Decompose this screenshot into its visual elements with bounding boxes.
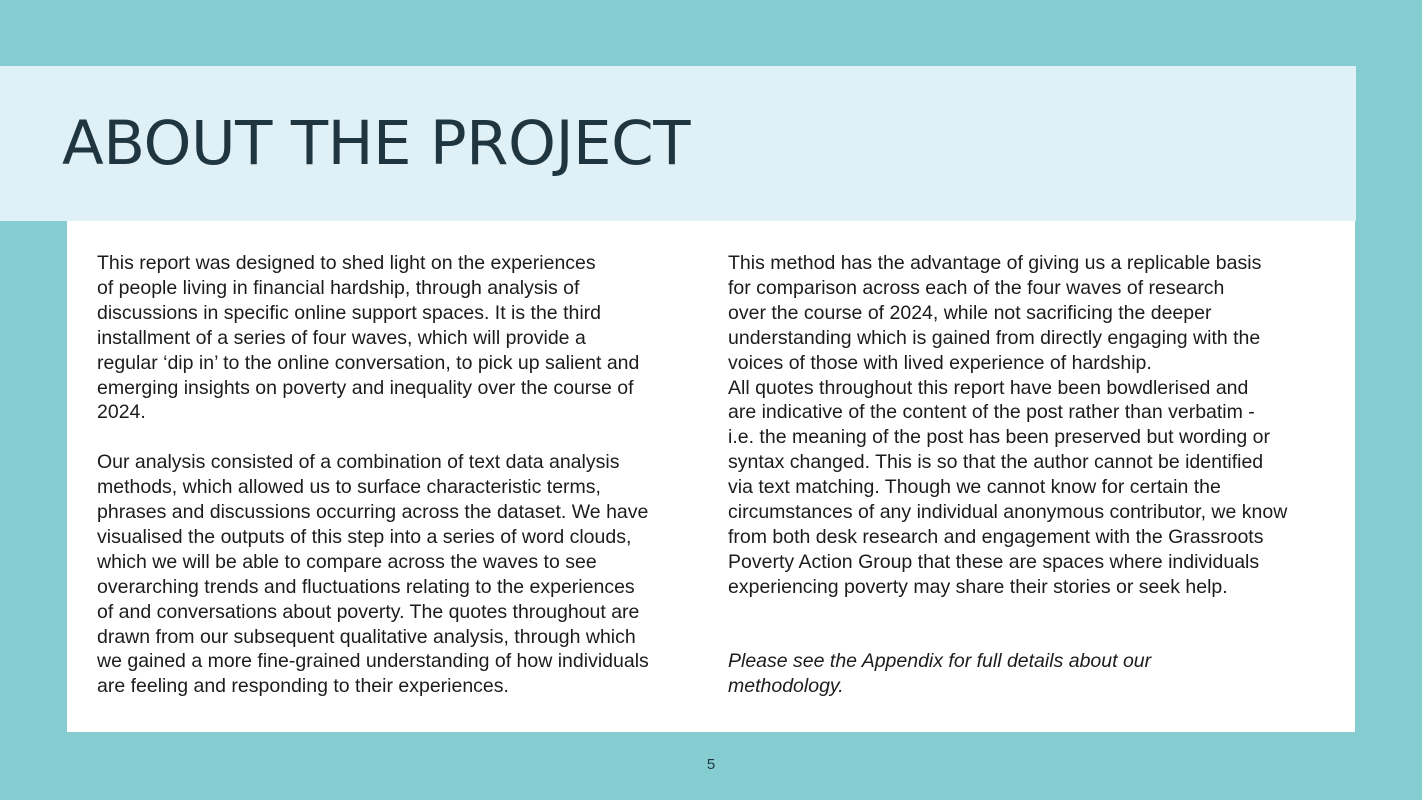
right-column: [728, 251, 1332, 699]
intro-paragraph: This report was designed to shed light on the experiences of people living in financial hardship, through analysis of discussions in specific online support spaces. It is the third installment of a series of four waves, which will provide a regular ‘dip in’ to the online conversation, to pick up salient and emerging insights on poverty and inequality over the course of 2024.: [97, 252, 640, 424]
content-panel: [67, 221, 1355, 732]
page-number: 5: [706, 756, 716, 773]
quotes-paragraph: All quotes throughout this report have been bowdlerised and are indicative of the content of the post rather than verbatim - i.e. the meaning of the post has been preserved but wording or syntax changed. This is so that the author cannot be identified via text matching. Though we cannot know for certain the circumstances of any individual anonymous contributor, we know from both desk research and engagement with the Grassroots Poverty Action Group that these are spaces where individuals experiencing poverty may share their stories or seek help.: [728, 376, 1288, 598]
appendix-note: Please see the Appendix for full details about our methodology.: [728, 650, 1152, 698]
left-column: [97, 251, 699, 699]
method-paragraph: This method has the advantage of giving us a replicable basis for comparison across each of the four waves of research over the course of 2024, while not sacrificing the deeper understanding which is gained from directly engaging with the voices of those with lived experience of hardship.: [728, 252, 1262, 374]
analysis-paragraph: Our analysis consisted of a combination of text data analysis methods, which allowed us to surface characteristic terms, phrases and discussions occurring across the dataset. We have visualised the outputs of this step into a series of word clouds, which we will be able to compare across the waves to see overarching trends and fluctuations relating to the experiences of and conversations about poverty. The quotes throughout are drawn from our subsequent qualitative analysis, through which we gained a more fine-grained understanding of how individuals are feeling and responding to their experiences.: [97, 451, 649, 698]
page-title: ABOUT THE PROJECT: [62, 108, 690, 179]
